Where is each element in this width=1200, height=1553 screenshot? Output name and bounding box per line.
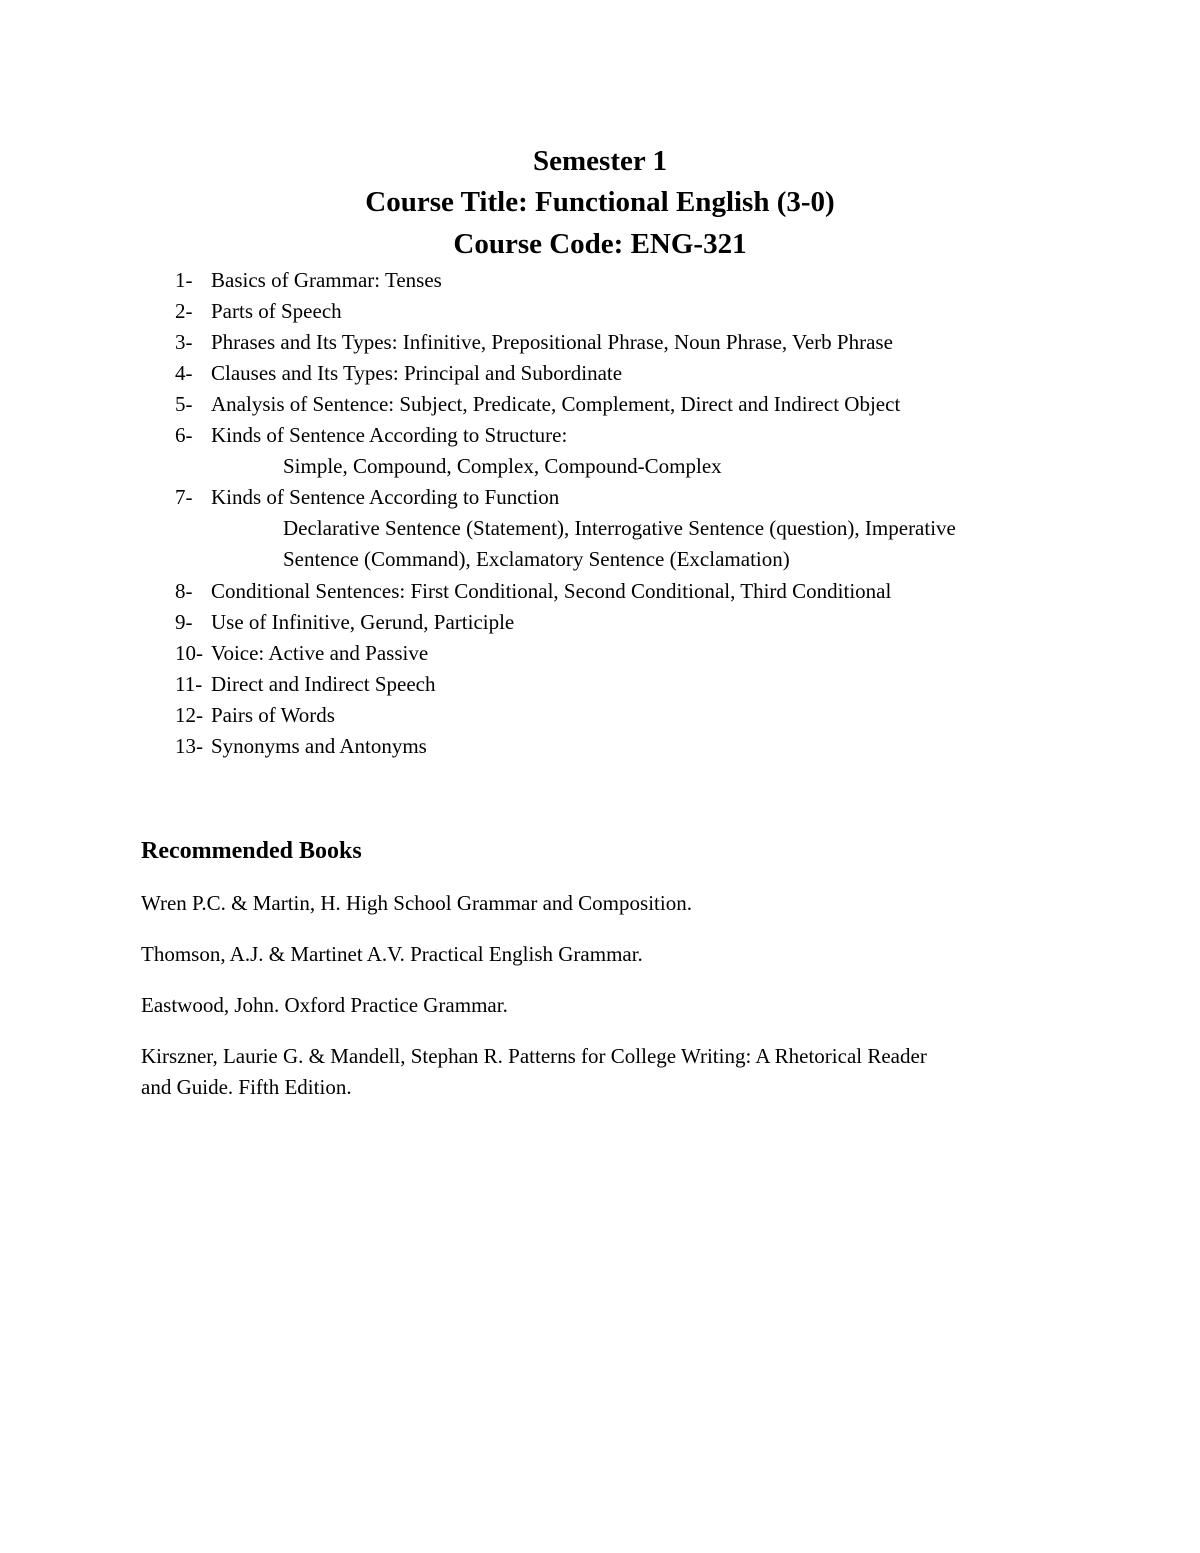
- topic-item: [175, 701, 335, 729]
- book-entry: Thomson, A.J. & Martinet A.V. Practical English Grammar.: [141, 942, 643, 966]
- topic-number: 3-: [175, 330, 193, 354]
- topic-item: [175, 359, 622, 387]
- topic-item: [175, 266, 442, 294]
- topic-subline: Sentence (Command), Exclamatory Sentence (Exclamation): [283, 547, 790, 571]
- topic-text: Conditional Sentences: First Conditional, Second Conditional, Third Conditional: [211, 579, 892, 603]
- topic-item: [175, 390, 900, 418]
- topic-text: Voice: Active and Passive: [211, 641, 429, 665]
- topic-number: 9-: [175, 610, 193, 634]
- topic-number: 11-: [175, 672, 203, 696]
- topic-number: 6-: [175, 423, 193, 447]
- course-title: Course Title: Functional English (3-0): [365, 186, 835, 218]
- book-entry: Kirszner, Laurie G. & Mandell, Stephan R. Patterns for College Writing: A Rhetorical Reader: [141, 1044, 927, 1068]
- course-code: Course Code: ENG-321: [453, 228, 747, 260]
- topic-item: [175, 577, 891, 605]
- topic-number: 8-: [175, 579, 193, 603]
- book-entry: Eastwood, John. Oxford Practice Grammar.: [141, 993, 508, 1017]
- topic-item: [175, 639, 428, 667]
- topic-number: 7-: [175, 485, 193, 509]
- topic-number: 5-: [175, 392, 193, 416]
- topic-item: [175, 297, 342, 325]
- book-entry: Wren P.C. & Martin, H. High School Grammar and Composition.: [141, 891, 692, 915]
- topic-item: [175, 421, 567, 449]
- topic-text: Analysis of Sentence: Subject, Predicate, Complement, Direct and Indirect Object: [211, 392, 901, 416]
- topic-item: [175, 483, 559, 511]
- topic-text: Basics of Grammar: Tenses: [211, 268, 442, 292]
- topic-number: 10-: [175, 641, 203, 665]
- topic-text: Direct and Indirect Speech: [211, 672, 436, 696]
- topic-number: 12-: [175, 703, 203, 727]
- semester-heading: Semester 1: [533, 145, 667, 177]
- topic-item: [175, 608, 514, 636]
- topic-subline: Simple, Compound, Complex, Compound-Complex: [283, 454, 722, 478]
- topic-text: Clauses and Its Types: Principal and Subordinate: [211, 361, 623, 385]
- topic-item: [175, 670, 435, 698]
- recommended-books-heading: Recommended Books: [141, 838, 362, 864]
- topic-subline: Declarative Sentence (Statement), Interrogative Sentence (question), Imperative: [283, 516, 956, 540]
- topic-text: Parts of Speech: [211, 299, 342, 323]
- topic-text: Kinds of Sentence According to Function: [211, 485, 560, 509]
- topic-text: Kinds of Sentence According to Structure:: [211, 423, 568, 447]
- topic-text: Synonyms and Antonyms: [211, 734, 427, 758]
- book-entry-continuation: and Guide. Fifth Edition.: [141, 1075, 352, 1099]
- topic-number: 13-: [175, 734, 203, 758]
- topic-item: [175, 732, 427, 760]
- topic-text: Phrases and Its Types: Infinitive, Prepositional Phrase, Noun Phrase, Verb Phrase: [211, 330, 893, 354]
- topic-number: 2-: [175, 299, 193, 323]
- topic-text: Use of Infinitive, Gerund, Participle: [211, 610, 515, 634]
- topic-item: [175, 328, 893, 356]
- topic-number: 1-: [175, 268, 193, 292]
- topic-text: Pairs of Words: [211, 703, 335, 727]
- topic-number: 4-: [175, 361, 193, 385]
